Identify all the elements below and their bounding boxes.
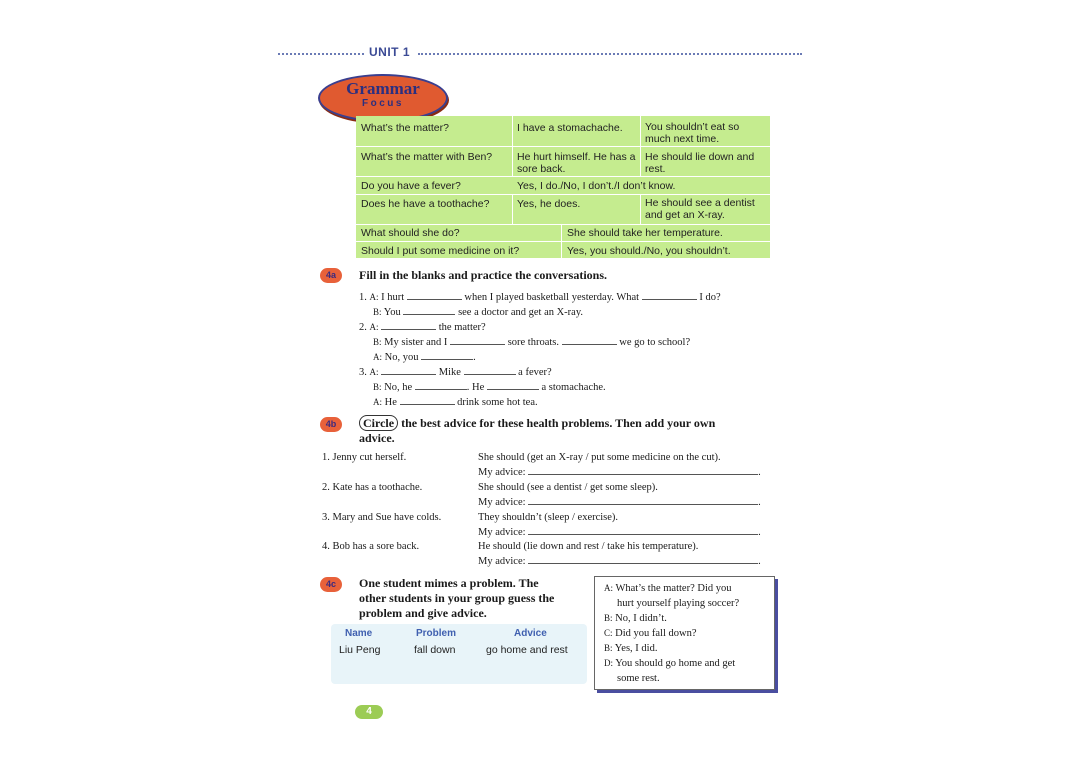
table-cell: What should she do? xyxy=(361,227,460,239)
table-divider xyxy=(512,194,513,224)
table-cell: much next time. xyxy=(645,133,720,145)
table-cell: She should take her temperature. xyxy=(567,227,723,239)
badge-subtitle: Focus xyxy=(362,98,404,109)
problem-item: 1. Jenny cut herself. xyxy=(322,452,407,463)
page-number: 4 xyxy=(355,705,383,719)
table-cell: Yes, he does. xyxy=(517,198,581,210)
problem-item: 4. Bob has a sore back. xyxy=(322,541,420,552)
advice-item: They shouldn’t (sleep / exercise). xyxy=(478,512,619,523)
exercise-line: B: No, he . He a stomachache. xyxy=(373,382,606,393)
table-cell: Yes, you should./No, you shouldn’t. xyxy=(567,245,731,257)
conversation-line: B: Yes, I did. xyxy=(604,643,658,654)
mime-table-header: Advice xyxy=(514,628,547,639)
header-dots-right xyxy=(418,53,802,55)
table-cell: Should I put some medicine on it? xyxy=(361,245,520,257)
table-cell: He should see a dentist xyxy=(645,197,755,209)
table-cell: He should lie down and xyxy=(645,151,755,163)
conversation-line: some rest. xyxy=(617,673,660,684)
table-divider xyxy=(640,194,641,224)
exercise-4a-badge: 4a xyxy=(320,268,342,283)
badge-title: Grammar xyxy=(346,79,420,98)
table-cell: Does he have a toothache? xyxy=(361,198,490,210)
exercise-4b-instruction: Circle the best advice for these health problems. Then add your own xyxy=(359,416,715,431)
exercise-4a-instruction: Fill in the blanks and practice the conversations. xyxy=(359,268,608,282)
problem-item: 2. Kate has a toothache. xyxy=(322,482,423,493)
mime-table-header: Name xyxy=(345,628,373,639)
conversation-line: hurt yourself playing soccer? xyxy=(617,598,740,609)
exercise-4b-badge: 4b xyxy=(320,417,342,432)
table-cell: You shouldn’t eat so xyxy=(645,121,740,133)
circle-word: Circle xyxy=(359,415,398,431)
advice-item: He should (lie down and rest / take his temperature). xyxy=(478,541,699,552)
my-advice-line: My advice: . xyxy=(478,467,761,478)
exercise-line: A: He drink some hot tea. xyxy=(373,397,538,408)
table-cell: Do you have a fever? xyxy=(361,180,461,192)
exercise-4c-badge: 4c xyxy=(320,577,342,592)
grammar-table xyxy=(356,116,770,258)
table-cell: rest. xyxy=(645,163,666,175)
exercise-4c-instruction: other students in your group guess the xyxy=(359,591,555,605)
conversation-line: D: You should go home and get xyxy=(604,658,736,669)
exercise-line: B: My sister and I sore throats. we go to school? xyxy=(373,337,691,348)
table-cell: sore back. xyxy=(517,163,566,175)
problem-item: 3. Mary and Sue have colds. xyxy=(322,512,442,523)
mime-table-cell: go home and rest xyxy=(486,644,568,656)
table-divider xyxy=(356,194,770,195)
exercise-4c-instruction: problem and give advice. xyxy=(359,606,487,620)
advice-item: She should (get an X-ray / put some medicine on the cut). xyxy=(478,452,721,463)
header-dots-left xyxy=(278,53,364,55)
my-advice-line: My advice: . xyxy=(478,497,761,508)
table-divider xyxy=(512,116,513,176)
table-divider xyxy=(561,224,562,258)
table-divider xyxy=(356,224,770,225)
conversation-line: A: What’s the matter? Did you xyxy=(604,583,732,594)
exercise-line: 3. A: Mike a fever? xyxy=(359,367,552,378)
table-cell: Yes, I do./No, I don’t./I don’t know. xyxy=(517,180,676,192)
table-divider xyxy=(356,176,770,177)
exercise-line: 2. A: the matter? xyxy=(359,322,486,333)
exercise-4b-instruction-line2: advice. xyxy=(359,431,395,445)
conversation-line: B: No, I didn’t. xyxy=(604,613,667,624)
table-divider xyxy=(640,116,641,176)
table-cell: I have a stomachache. xyxy=(517,122,623,134)
table-divider xyxy=(356,146,770,147)
mime-table-cell: Liu Peng xyxy=(339,644,381,656)
exercise-line: 1. A: I hurt when I played basketball yesterday. What I do? xyxy=(359,292,721,303)
sample-conversation-box xyxy=(594,576,775,690)
mime-table-cell: fall down xyxy=(414,644,456,656)
my-advice-line: My advice: . xyxy=(478,527,761,538)
table-cell: What’s the matter? xyxy=(361,122,449,134)
exercise-line: A: No, you . xyxy=(373,352,476,363)
my-advice-line: My advice: . xyxy=(478,556,761,567)
mime-table-header: Problem xyxy=(416,628,457,639)
table-cell: What’s the matter with Ben? xyxy=(361,151,493,163)
conversation-line: C: Did you fall down? xyxy=(604,628,697,639)
unit-title: UNIT 1 xyxy=(369,45,411,59)
advice-item: She should (see a dentist / get some sleep). xyxy=(478,482,658,493)
table-cell: He hurt himself. He has a xyxy=(517,151,636,163)
table-cell: and get an X-ray. xyxy=(645,209,725,221)
table-divider xyxy=(356,241,770,242)
exercise-4c-instruction: One student mimes a problem. The xyxy=(359,576,539,590)
exercise-line: B: You see a doctor and get an X-ray. xyxy=(373,307,584,318)
grammar-focus-badge xyxy=(318,74,448,122)
